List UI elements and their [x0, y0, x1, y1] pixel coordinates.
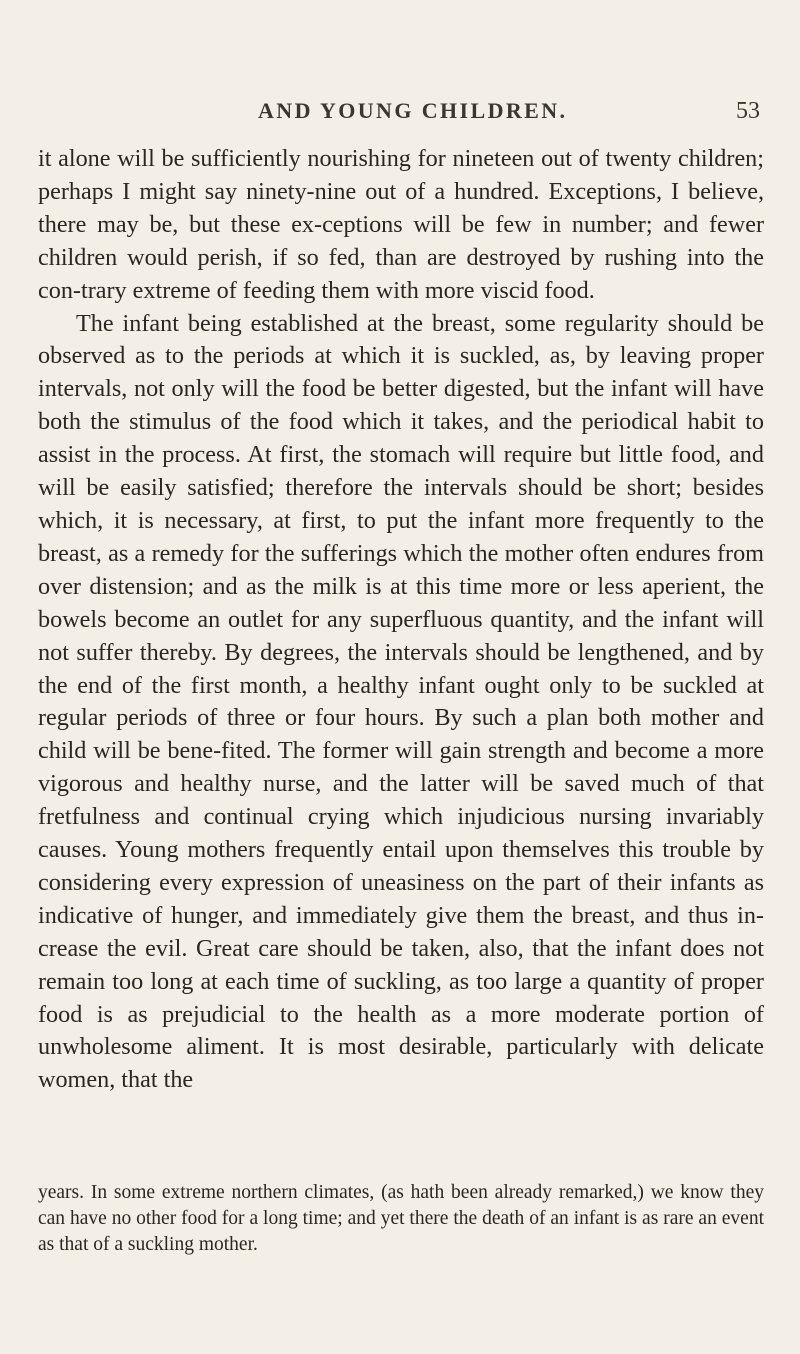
paragraph-continuation: it alone will be sufficiently nourishing for nineteen out of twenty children; perhaps I might say ninety-nine out of a hundred. Exceptions, I believe, there may be, but these ex-ceptions will be few in number; and fewer children would perish, if so fed, than are destroyed by rushing into the con-trary extreme of feeding them with more viscid food. — [38, 145, 764, 304]
page-number: 53 — [736, 98, 760, 124]
footnote — [38, 1180, 764, 1258]
running-title: AND YOUNG CHILDREN. — [258, 98, 568, 123]
footnote-text: years. In some extreme northern climates, (as hath been already remarked,) we know they can have no other food for a long time; and yet there the death of an infant is as rare an event as that of a suckling mother. — [38, 1182, 764, 1255]
paragraph-feeding-regularity: The infant being established at the breast, some regularity should be observed as to the periods at which it is suckled, as, by leaving proper intervals, not only will the food be better digested, but the infant will have both the stimulus of the food which it takes, and the periodical habit to assist in the process. At first, the stomach will require but little food, and will be easily satisfied; therefore the intervals should be short; besides which, it is necessary, at first, to put the infant more frequently to the breast, as a remedy for the sufferings which the mother often endures from over distension; and as the milk is at this time more or less aperient, the bowels become an outlet for any superfluous quantity, and the infant will not suffer thereby. By degrees, the intervals should be lengthened, and by the end of the first month, a healthy infant ought only to be suckled at regular periods of three or four hours. By such a plan both mother and child will be bene-fited. The former will gain strength and become a more vigorous and healthy nurse, and the latter will be saved much of that fretfulness and continual crying which injudicious nursing invariably causes. Young mothers frequently entail upon themselves this trouble by considering every expression of uneasiness on the part of their infants as indicative of hunger, and immediately give them the breast, and thus in-crease the evil. Great care should be taken, also, that the infant does not remain too long at each time of suckling, as too large a quantity of proper food is as prejudicial to the health as a more moderate portion of unwholesome aliment. It is most desirable, particularly with delicate women, that the — [38, 309, 764, 1094]
body-text — [38, 143, 764, 1097]
running-head — [0, 98, 800, 138]
